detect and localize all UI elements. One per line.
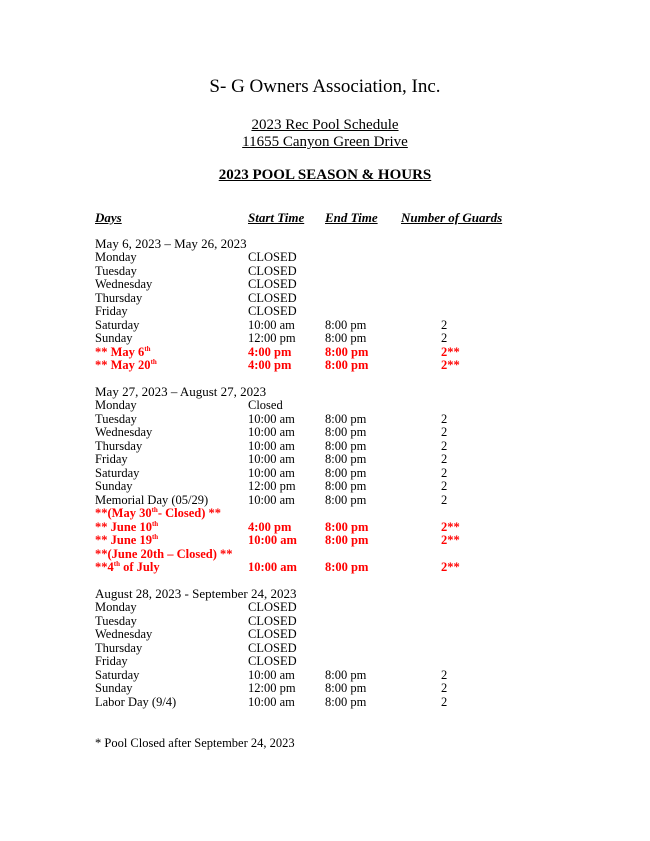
end-time-cell: 8:00 pm <box>325 344 369 359</box>
schedule-row <box>0 467 650 481</box>
start-time-cell: CLOSED <box>248 627 297 641</box>
day-cell: Thursday <box>95 290 143 305</box>
day-cell: Wednesday <box>95 425 153 439</box>
schedule-row <box>0 494 650 508</box>
day-cell: Saturday <box>95 465 140 480</box>
schedule-row <box>0 561 650 575</box>
schedule-row <box>0 426 650 440</box>
header-start-time: Start Time <box>248 210 305 225</box>
day-cell: Friday <box>95 654 128 668</box>
start-time-cell: 12:00 pm <box>248 331 296 345</box>
schedule-row <box>0 507 650 521</box>
start-time-cell: CLOSED <box>248 640 297 655</box>
day-cell <box>95 507 221 521</box>
day-cell: Friday <box>95 304 128 318</box>
day-cell <box>95 359 157 373</box>
section-may-27-to-aug-27 <box>0 385 650 575</box>
day-cell: Monday <box>95 398 137 412</box>
start-time-cell: 10:00 am <box>248 533 297 547</box>
guards-cell: 2 <box>441 465 448 480</box>
day-ordinal-suffix: th <box>151 506 158 514</box>
guards-cell: 2** <box>441 344 460 359</box>
schedule-row <box>0 251 650 265</box>
guards-cell: 2** <box>441 560 460 574</box>
org-title: S- G Owners Association, Inc. <box>209 76 441 97</box>
schedule-row <box>0 548 650 562</box>
start-time-cell: 10:00 am <box>248 560 297 574</box>
header-end-time: End Time <box>325 210 378 225</box>
guards-cell: 2** <box>441 533 460 547</box>
day-text-after: - Closed) ** <box>157 506 222 520</box>
schedule-row <box>0 628 650 642</box>
end-time-cell: 8:00 pm <box>325 425 367 439</box>
day-text: ** May 20 <box>95 358 151 372</box>
schedule-row <box>0 319 650 333</box>
end-time-cell: 8:00 pm <box>325 358 369 372</box>
day-ordinal-suffix: th <box>144 344 151 353</box>
day-text: **4 <box>95 560 114 574</box>
end-time-cell: 8:00 pm <box>325 411 367 426</box>
day-text-after: of July <box>119 560 160 574</box>
end-time-cell: 8:00 pm <box>325 533 369 547</box>
footnote: * Pool Closed after September 24, 2023 <box>95 736 295 750</box>
section-aug-28-to-sep-24 <box>0 587 650 709</box>
section-title: May 27, 2023 – August 27, 2023 <box>95 384 267 399</box>
schedule-row <box>0 278 650 292</box>
end-time-cell: 8:00 pm <box>325 317 367 332</box>
schedule-row <box>0 305 650 319</box>
day-cell: Wednesday <box>95 277 153 291</box>
start-time-cell: 12:00 pm <box>248 479 296 493</box>
schedule-row <box>0 642 650 656</box>
schedule-row <box>0 359 650 373</box>
start-time-cell: CLOSED <box>248 304 297 318</box>
day-cell <box>95 534 158 548</box>
end-time-cell: 8:00 pm <box>325 519 369 534</box>
day-cell: Wednesday <box>95 627 153 641</box>
guards-cell: 2 <box>441 438 448 453</box>
start-time-cell: 12:00 pm <box>248 681 296 695</box>
day-cell: Sunday <box>95 331 133 345</box>
day-cell: Tuesday <box>95 263 137 278</box>
season-title: 2023 POOL SEASON & HOURS <box>218 167 432 183</box>
day-cell: Monday <box>95 600 137 614</box>
schedule-row <box>0 453 650 467</box>
guards-cell: 2 <box>441 331 448 345</box>
start-time-cell: 10:00 am <box>248 694 295 709</box>
schedule-row <box>0 292 650 306</box>
end-time-cell: 8:00 pm <box>325 479 367 493</box>
schedule-row <box>0 346 650 360</box>
day-cell <box>95 346 151 360</box>
start-time-cell: 10:00 am <box>248 492 295 507</box>
start-time-cell: Closed <box>248 398 283 412</box>
guards-cell: 2 <box>441 317 448 332</box>
schedule-row <box>0 265 650 279</box>
end-time-cell: 8:00 pm <box>325 465 367 480</box>
guards-cell: 2 <box>441 667 448 682</box>
day-cell: Tuesday <box>95 613 137 628</box>
schedule-row <box>0 655 650 669</box>
start-time-cell: 10:00 am <box>248 667 295 682</box>
guards-cell: 2 <box>441 452 448 466</box>
day-ordinal-suffix: th <box>151 533 159 541</box>
guards-cell: 2 <box>441 681 448 695</box>
end-time-cell: 8:00 pm <box>325 667 367 682</box>
section-title: May 6, 2023 – May 26, 2023 <box>95 236 247 251</box>
schedule-row <box>0 521 650 535</box>
schedule-row <box>0 480 650 494</box>
day-cell <box>95 561 160 575</box>
start-time-cell: CLOSED <box>248 654 297 668</box>
start-time-cell: 4:00 pm <box>248 344 292 359</box>
end-time-cell: 8:00 pm <box>325 492 367 507</box>
day-cell: Memorial Day (05/29) <box>95 492 209 507</box>
end-time-cell: 8:00 pm <box>325 694 367 709</box>
end-time-cell: 8:00 pm <box>325 681 367 695</box>
day-cell: Thursday <box>95 640 143 655</box>
guards-cell: 2 <box>441 411 448 426</box>
schedule-row <box>0 669 650 683</box>
day-cell: Labor Day (9/4) <box>95 694 177 709</box>
schedule-row <box>0 601 650 615</box>
start-time-cell: CLOSED <box>248 250 297 264</box>
header-number-of-guards: Number of Guards <box>401 210 503 225</box>
start-time-cell: 10:00 am <box>248 452 295 466</box>
day-text: ** May 6 <box>95 344 145 359</box>
day-ordinal-suffix: th <box>113 560 120 568</box>
section-title: August 28, 2023 - September 24, 2023 <box>95 586 297 601</box>
guards-cell: 2** <box>441 358 460 372</box>
section-may-6-to-may-26 <box>0 237 650 373</box>
day-cell: Tuesday <box>95 411 137 426</box>
day-cell: Saturday <box>95 317 140 332</box>
start-time-cell: CLOSED <box>248 290 297 305</box>
start-time-cell: 10:00 am <box>248 438 295 453</box>
day-cell <box>95 521 158 535</box>
schedule-row <box>0 534 650 548</box>
start-time-cell: CLOSED <box>248 277 297 291</box>
day-cell: Thursday <box>95 438 143 453</box>
end-time-cell: 8:00 pm <box>325 560 369 574</box>
schedule-row <box>0 440 650 454</box>
day-cell: Saturday <box>95 667 140 682</box>
address: 11655 Canyon Green Drive <box>242 134 408 150</box>
guards-cell: 2 <box>441 425 448 439</box>
day-cell: Monday <box>95 250 137 264</box>
schedule-row <box>0 332 650 346</box>
schedule-row <box>0 399 650 413</box>
guards-cell: 2 <box>441 479 448 493</box>
day-text: ** June 19 <box>95 533 152 547</box>
day-cell: Sunday <box>95 681 133 695</box>
guards-cell: 2 <box>441 694 448 709</box>
day-ordinal-suffix: th <box>150 358 157 366</box>
schedule-row <box>0 696 650 710</box>
end-time-cell: 8:00 pm <box>325 452 367 466</box>
start-time-cell: 10:00 am <box>248 411 295 426</box>
schedule-title: 2023 Rec Pool Schedule <box>251 117 399 133</box>
start-time-cell: 10:00 am <box>248 317 295 332</box>
day-text: **(May 30 <box>95 506 152 520</box>
day-cell: **(June 20th – Closed) ** <box>95 546 233 561</box>
schedule-row <box>0 682 650 696</box>
start-time-cell: CLOSED <box>248 600 297 614</box>
guards-cell: 2 <box>441 492 448 507</box>
day-cell: Friday <box>95 452 128 466</box>
start-time-cell: CLOSED <box>248 263 297 278</box>
day-cell: Sunday <box>95 479 133 493</box>
guards-cell: 2** <box>441 519 460 534</box>
start-time-cell: 10:00 am <box>248 425 295 439</box>
day-ordinal-suffix: th <box>151 519 159 528</box>
end-time-cell: 8:00 pm <box>325 331 367 345</box>
start-time-cell: 4:00 pm <box>248 519 292 534</box>
header-days: Days <box>95 210 122 225</box>
schedule-row <box>0 413 650 427</box>
start-time-cell: 10:00 am <box>248 465 295 480</box>
start-time-cell: 4:00 pm <box>248 358 292 372</box>
start-time-cell: CLOSED <box>248 613 297 628</box>
schedule-row <box>0 615 650 629</box>
end-time-cell: 8:00 pm <box>325 438 367 453</box>
day-text: ** June 10 <box>95 519 152 534</box>
